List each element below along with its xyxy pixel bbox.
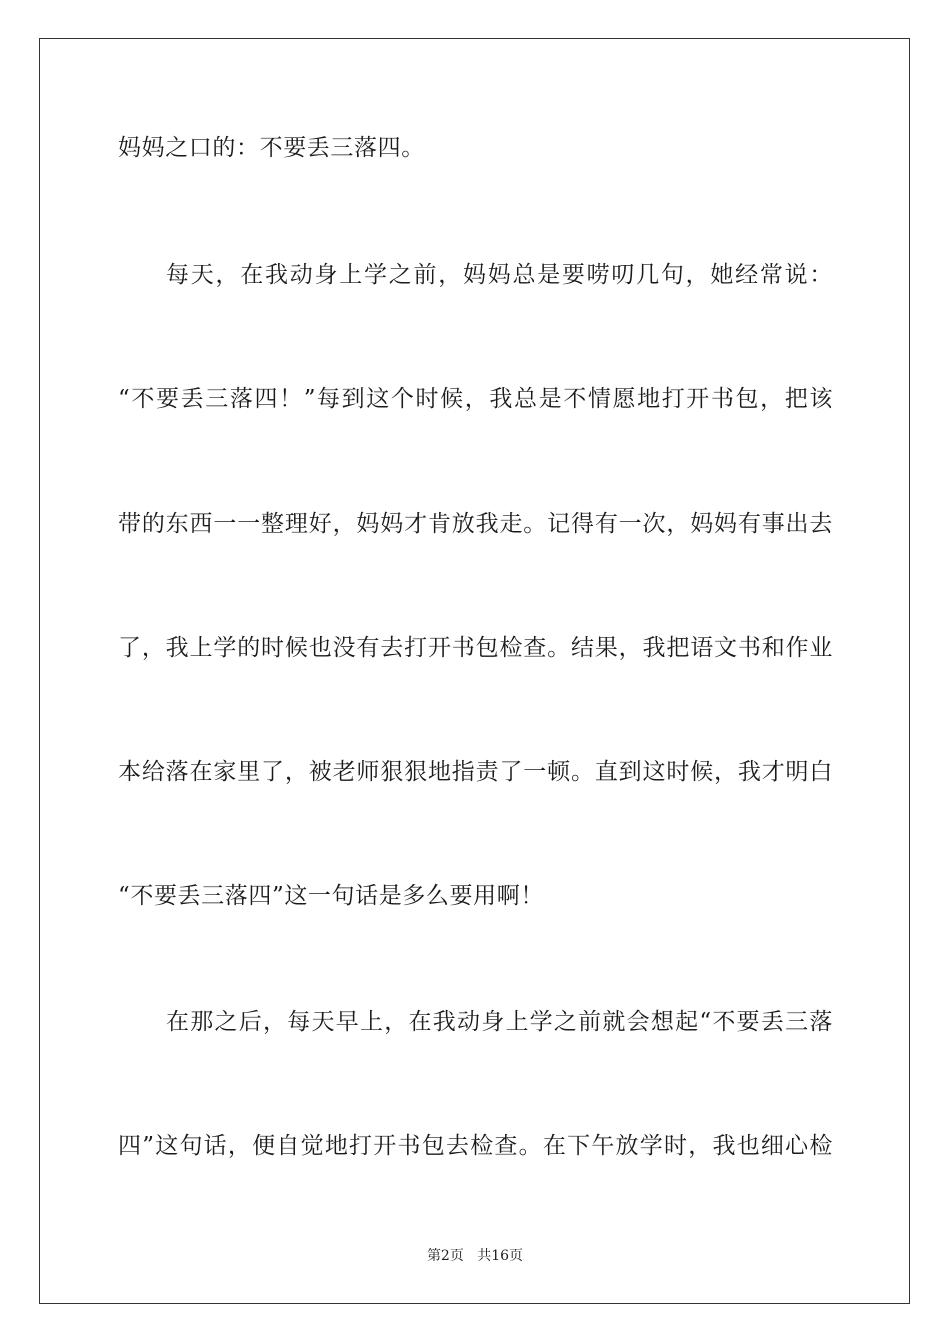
text-line: “不要丢三落四”这一句话是多么要用啊！ [118,883,544,909]
text-line: 本给落在家里了，被老师狠狠地指责了一顿。直到这时候，我才明白 [118,759,833,785]
paragraph-first-line: 在那之后，每天早上，在我动身上学之前就会想起“不要丢三落 [166,1009,833,1035]
text-line: 带的东西一一整理好，妈妈才肯放我走。记得有一次，妈妈有事出去 [118,511,833,537]
text-line: “不要丢三落四！”每到这个时候，我总是不情愿地打开书包，把该 [118,386,833,412]
paragraph-first-line: 每天，在我动身上学之前，妈妈总是要唠叨几句，她经常说： [166,262,833,288]
text-line: 了，我上学的时候也没有去打开书包检查。结果，我把语文书和作业 [118,635,833,661]
text-line: 四”这句话，便自觉地打开书包去检查。在下午放学时，我也细心检 [118,1133,833,1159]
text-line: 妈妈之口的：不要丢三落四。 [118,135,425,161]
page-frame [39,38,910,1304]
page-total: 共16页 [477,1248,524,1264]
page-footer [0,1246,950,1266]
page-number: 第2页 [426,1248,464,1264]
